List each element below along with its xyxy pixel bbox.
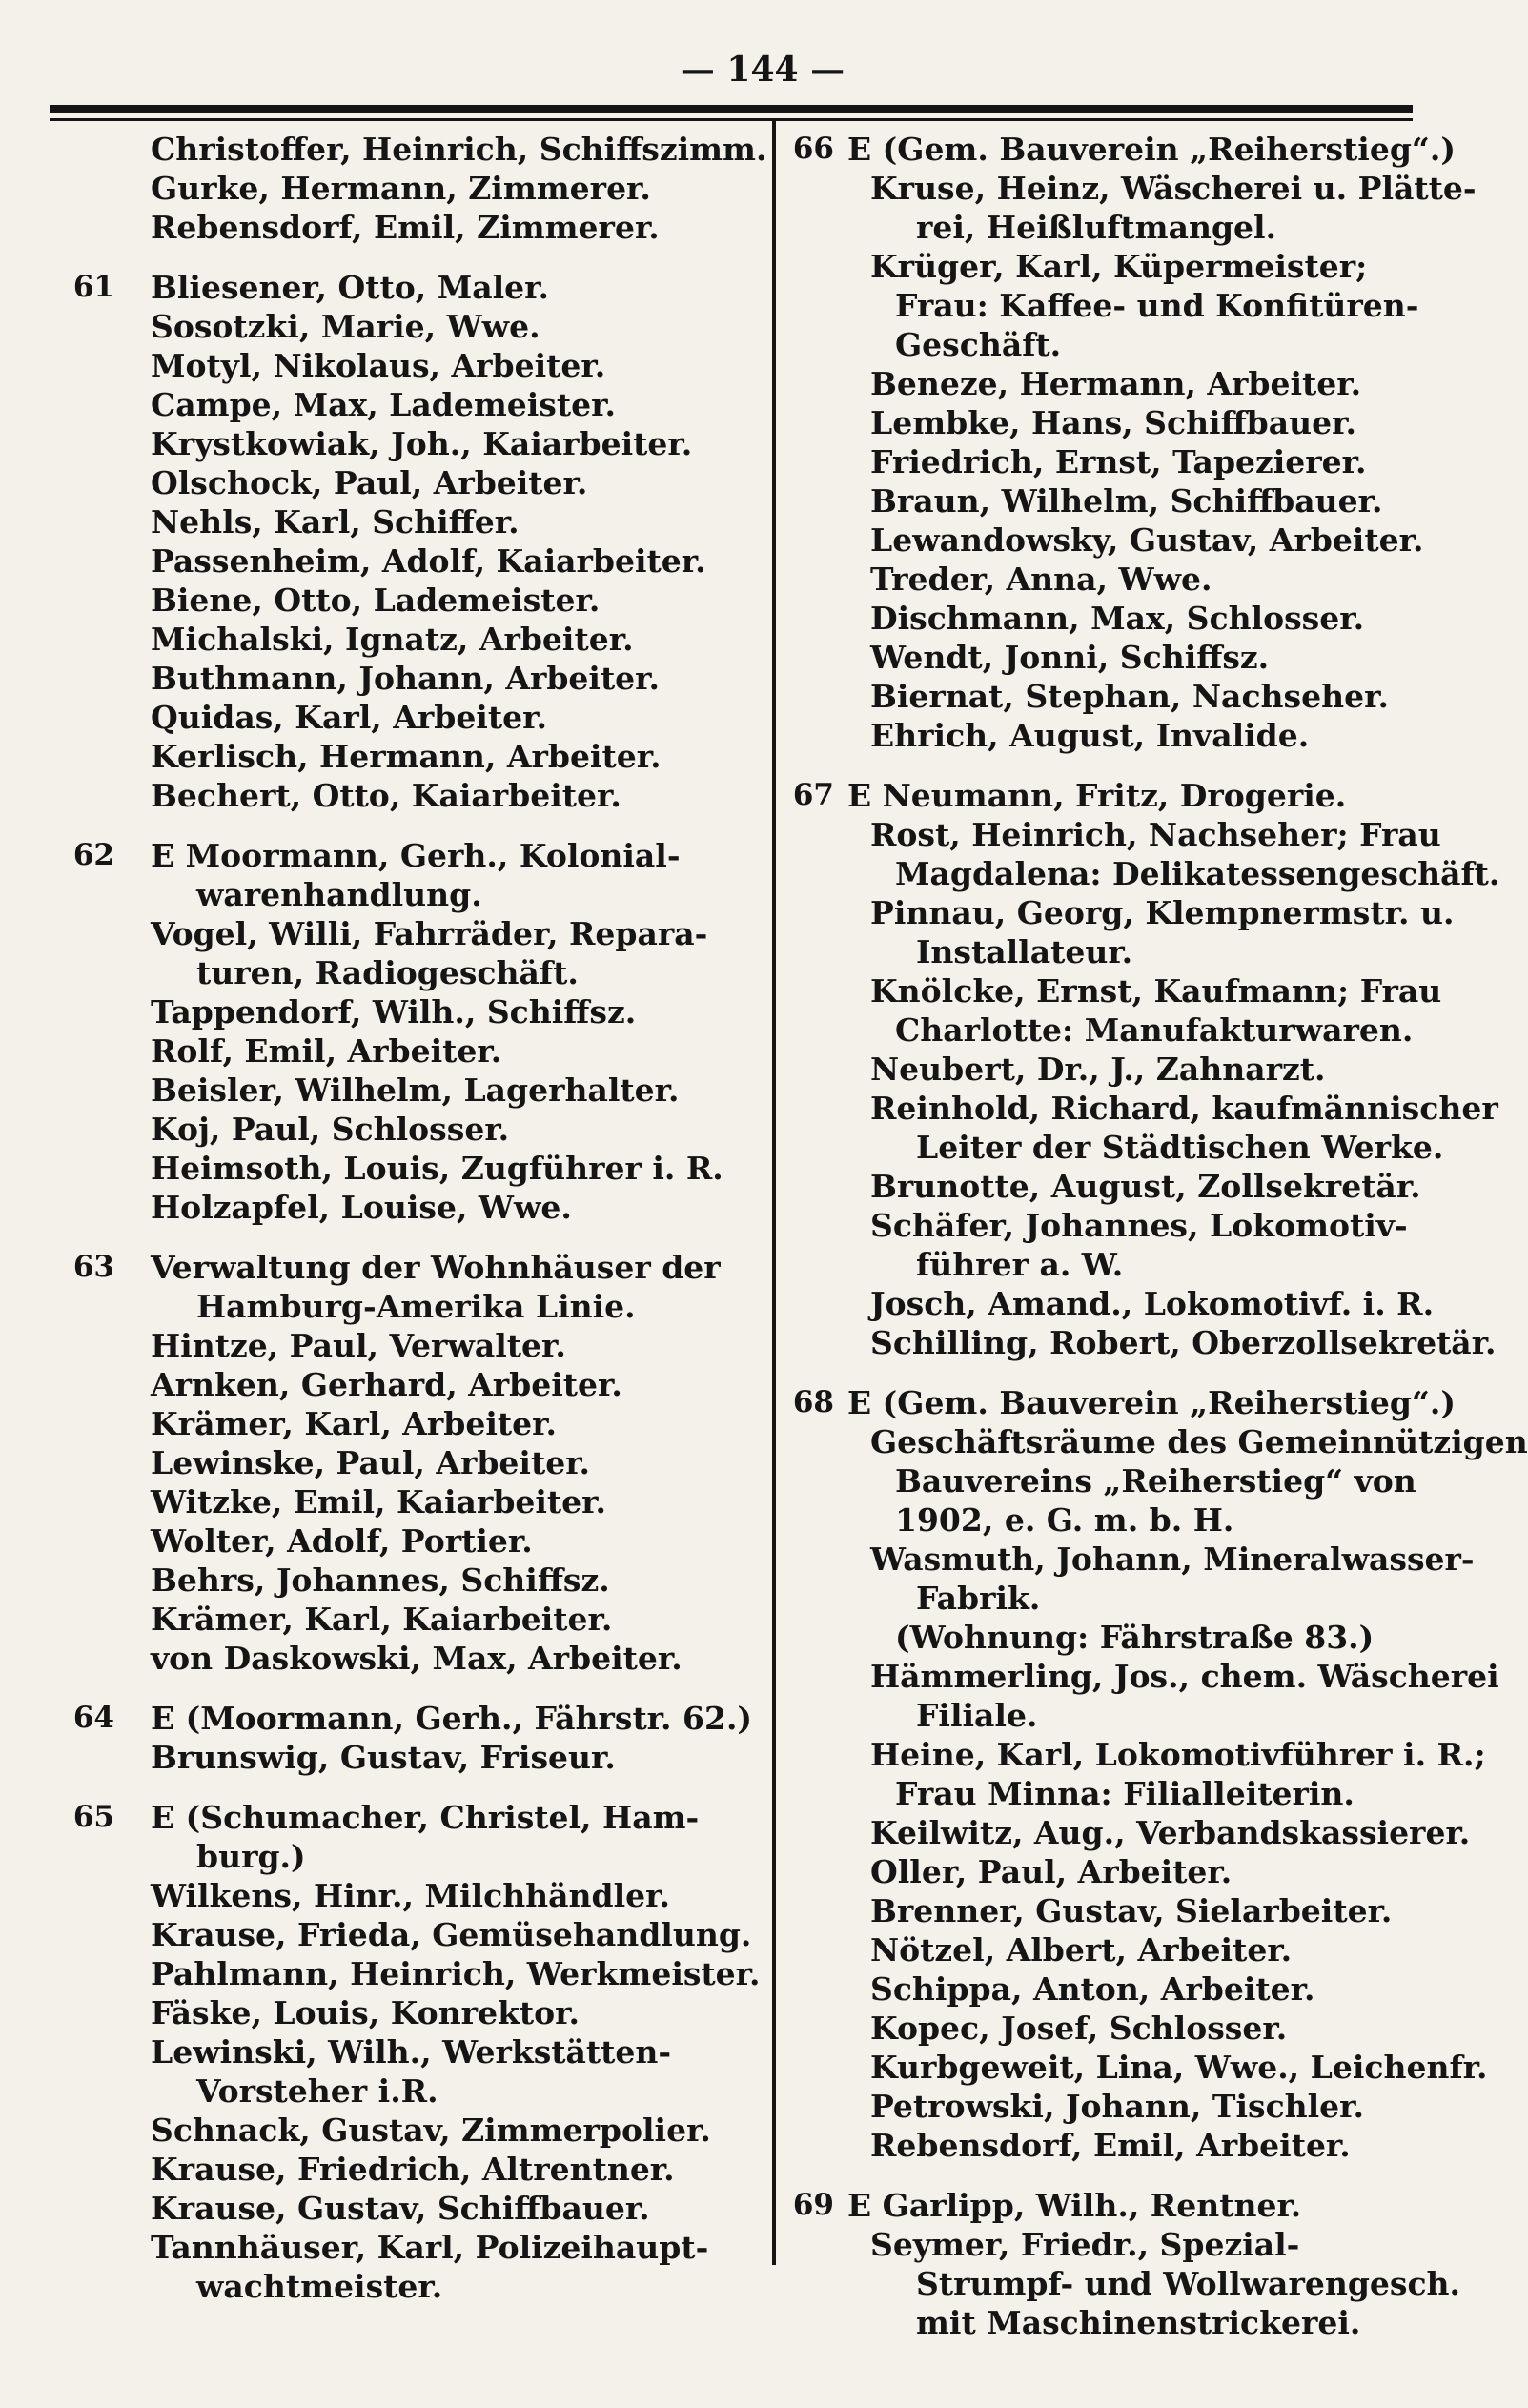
resident-entry: Heine, Karl, Lokomotivführer i. R.; [870, 1736, 1486, 1773]
resident-entry: Keilwitz, Aug., Verbandskassierer. [870, 1814, 1471, 1851]
house-entry-block [786, 130, 1477, 755]
resident-entry: Lewinski, Wilh., Werkstätten- [151, 2033, 672, 2071]
resident-entry: Rebensdorf, Emil, Zimmerer. [151, 209, 660, 246]
resident-entry: Pinnau, Georg, Klempnermstr. u. [870, 894, 1455, 931]
resident-entry: Schippa, Anton, Arbeiter. [870, 1970, 1315, 2008]
resident-entry: Geschäftsräume des Gemeinnützigen [870, 1423, 1528, 1460]
resident-entry: Buthmann, Johann, Arbeiter. [151, 660, 661, 697]
resident-entry: Lewinske, Paul, Arbeiter. [151, 1444, 591, 1481]
resident-entry: Sosotzki, Marie, Wwe. [151, 308, 540, 345]
house-entry-block [67, 268, 748, 815]
resident-entry: Dischmann, Max, Schlosser. [870, 600, 1365, 637]
resident-entry: Oller, Paul, Arbeiter. [870, 1853, 1233, 1890]
house-number: 66 [792, 132, 834, 166]
resident-entry: Lewandowsky, Gustav, Arbeiter. [870, 521, 1424, 559]
resident-entry: Rebensdorf, Emil, Arbeiter. [870, 2127, 1351, 2164]
resident-entry: Schilling, Robert, Oberzollsekretär. [870, 1324, 1497, 1361]
resident-entry: Brenner, Gustav, Sielarbeiter. [870, 1892, 1393, 1929]
house-entry-block [67, 1248, 748, 1678]
resident-entry: Brunswig, Gustav, Friseur. [151, 1739, 616, 1776]
house-number: 62 [72, 838, 114, 872]
entry-continuation: Leiter der Städtischen Werke. [916, 1129, 1444, 1166]
entry-continuation: Vorsteher i.R. [196, 2072, 438, 2110]
resident-entry: Olschock, Paul, Arbeiter. [151, 464, 588, 501]
resident-entry: Wasmuth, Johann, Mineralwasser- [870, 1541, 1475, 1578]
entry-continuation: Frau: Kaffee- und Konfitüren- [895, 287, 1419, 324]
entry-continuation: Hamburg-Amerika Linie. [196, 1288, 636, 1325]
owner-line: E (Gem. Bauverein „Reiherstieg“.) [847, 1384, 1456, 1421]
resident-entry: Biene, Otto, Lademeister. [151, 582, 601, 619]
house-number: 64 [72, 1701, 114, 1735]
resident-entry: Ehrich, August, Invalide. [870, 717, 1310, 754]
resident-entry: Lembke, Hans, Schiffbauer. [870, 404, 1356, 441]
resident-entry: Nehls, Karl, Schiffer. [151, 503, 520, 541]
resident-entry: Michalski, Ignatz, Arbeiter. [151, 621, 634, 658]
resident-entry: Krämer, Karl, Kaiarbeiter. [151, 1601, 613, 1638]
entry-continuation: warenhandlung. [196, 876, 482, 913]
house-number: 69 [792, 2188, 834, 2222]
resident-entry: Schnack, Gustav, Zimmerpolier. [151, 2112, 711, 2149]
owner-line: E Neumann, Fritz, Drogerie. [847, 777, 1347, 814]
owner-line: E Garlipp, Wilh., Rentner. [847, 2187, 1302, 2224]
resident-entry: Rost, Heinrich, Nachseher; Frau [870, 816, 1441, 853]
entry-continuation: wachtmeister. [196, 2268, 443, 2305]
house-entry-block [67, 836, 748, 1227]
resident-entry: Witzke, Emil, Kaiarbeiter. [151, 1483, 607, 1520]
resident-entry: Braun, Wilhelm, Schiffbauer. [870, 482, 1383, 520]
resident-entry: Quidas, Karl, Arbeiter. [151, 699, 547, 736]
resident-entry: Motyl, Nikolaus, Arbeiter. [151, 347, 606, 384]
entry-continuation: mit Maschinenstrickerei. [916, 2304, 1361, 2341]
house-number: 65 [72, 1800, 114, 1834]
page-number: — 144 — [680, 50, 845, 90]
resident-entry: Kopec, Josef, Schlosser. [870, 2010, 1288, 2047]
entry-continuation: Geschäft. [895, 326, 1062, 363]
house-number: 61 [72, 270, 114, 304]
resident-entry: Campe, Max, Lademeister. [151, 386, 616, 423]
house-number: 68 [792, 1385, 834, 1419]
resident-entry: Biernat, Stephan, Nachseher. [870, 678, 1389, 715]
resident-entry: Heimsoth, Louis, Zugführer i. R. [151, 1150, 723, 1187]
house-entry-block [67, 1798, 761, 2306]
resident-entry: Koj, Paul, Schlosser. [151, 1111, 510, 1148]
entry-continuation: rei, Heißluftmangel. [916, 209, 1277, 246]
house-entry-block [786, 2186, 1461, 2342]
resident-entry: Krause, Frieda, Gemüsehandlung. [151, 1916, 752, 1953]
column-divider [772, 120, 776, 2265]
resident-entry: Krüger, Karl, Küpermeister; [870, 248, 1368, 285]
resident-entry: Pahlmann, Heinrich, Werkmeister. [151, 1955, 761, 1992]
entry-continuation: Charlotte: Manufakturwaren. [895, 1011, 1414, 1049]
owner-line: E (Gem. Bauverein „Reiherstieg“.) [847, 131, 1456, 168]
resident-entry: Passenheim, Adolf, Kaiarbeiter. [151, 542, 706, 580]
house-number: 67 [792, 778, 834, 812]
resident-entry: Krystkowiak, Joh., Kaiarbeiter. [151, 425, 693, 462]
resident-entry: Krämer, Karl, Arbeiter. [151, 1405, 557, 1442]
resident-entry: Beneze, Hermann, Arbeiter. [870, 365, 1362, 402]
entry-continuation: turen, Radiogeschäft. [196, 954, 579, 991]
house-number: 63 [72, 1250, 114, 1284]
entry-continuation: (Wohnung: Fährstraße 83.) [895, 1619, 1375, 1656]
entry-continuation: Installateur. [916, 933, 1133, 970]
entry-continuation: Filiale. [916, 1697, 1038, 1734]
resident-entry: Brunotte, August, Zollsekretär. [870, 1168, 1421, 1205]
entry-continuation: Fabrik. [916, 1580, 1041, 1617]
resident-entry: Knölcke, Ernst, Kaufmann; Frau [870, 972, 1442, 1010]
house-entry-block [786, 776, 1500, 1362]
entry-continuation: burg.) [196, 1838, 306, 1875]
header-rule-thick [50, 105, 1413, 113]
resident-entry: Christoffer, Heinrich, Schiffszimm. [151, 131, 767, 168]
entry-continuation: Magdalena: Delikatessengeschäft. [895, 855, 1500, 892]
resident-entry: Kurbgeweit, Lina, Wwe., Leichenfr. [870, 2049, 1488, 2086]
resident-entry: E Moormann, Gerh., Kolonial- [151, 837, 681, 874]
entry-continuation: führer a. W. [916, 1246, 1124, 1283]
resident-entry: Bliesener, Otto, Maler. [151, 269, 549, 306]
resident-entry: Rolf, Emil, Arbeiter. [151, 1032, 502, 1070]
resident-entry: von Daskowski, Max, Arbeiter. [151, 1640, 683, 1677]
resident-entry: Tappendorf, Wilh., Schiffsz. [151, 993, 637, 1031]
house-entry-block [786, 1383, 1528, 2165]
resident-entry: Neubert, Dr., J., Zahnarzt. [870, 1051, 1326, 1088]
house-entry-block [67, 1699, 753, 1777]
resident-entry: Josch, Amand., Lokomotivf. i. R. [870, 1285, 1435, 1322]
left-column [67, 130, 767, 2327]
entry-continuation: Frau Minna: Filialleiterin. [895, 1775, 1355, 1812]
house-entry-block [67, 130, 767, 247]
resident-entry: Fäske, Louis, Konrektor. [151, 1994, 581, 2031]
resident-entry: Behrs, Johannes, Schiffsz. [151, 1561, 610, 1599]
resident-entry: Verwaltung der Wohnhäuser der [151, 1249, 721, 1286]
resident-entry: E (Schumacher, Christel, Ham- [151, 1799, 700, 1836]
resident-entry: Wendt, Jonni, Schiffsz. [870, 639, 1270, 676]
resident-entry: Reinhold, Richard, kaufmännischer [870, 1090, 1498, 1127]
resident-entry: Nötzel, Albert, Arbeiter. [870, 1931, 1293, 1969]
resident-entry: Arnken, Gerhard, Arbeiter. [151, 1366, 622, 1403]
entry-continuation: 1902, e. G. m. b. H. [895, 1501, 1234, 1539]
resident-entry: Hintze, Paul, Verwalter. [151, 1327, 566, 1364]
entry-continuation: Strumpf- und Wollwarengesch. [916, 2265, 1461, 2302]
resident-entry: Schäfer, Johannes, Lokomotiv- [870, 1207, 1408, 1244]
right-column [786, 130, 1528, 2363]
resident-entry: Seymer, Friedr., Spezial- [870, 2226, 1300, 2263]
resident-entry: Kruse, Heinz, Wäscherei u. Plätte- [870, 170, 1477, 207]
resident-entry: Krause, Friedrich, Altrentner. [151, 2151, 675, 2188]
resident-entry: Wolter, Adolf, Portier. [151, 1522, 533, 1560]
resident-entry: Beisler, Wilhelm, Lagerhalter. [151, 1071, 680, 1109]
resident-entry: Holzapfel, Louise, Wwe. [151, 1189, 572, 1226]
resident-entry: Friedrich, Ernst, Tapezierer. [870, 443, 1367, 480]
resident-entry: Vogel, Willi, Fahrräder, Repara- [151, 915, 708, 952]
resident-entry: Hämmerling, Jos., chem. Wäscherei [870, 1658, 1499, 1695]
resident-entry: Gurke, Hermann, Zimmerer. [151, 170, 651, 207]
header-rule-thin [50, 118, 1413, 121]
resident-entry: Bechert, Otto, Kaiarbeiter. [151, 777, 621, 814]
entry-continuation: Bauvereins „Reiherstieg“ von [895, 1462, 1416, 1500]
resident-entry: Krause, Gustav, Schiffbauer. [151, 2190, 650, 2227]
resident-entry: Wilkens, Hinr., Milchhändler. [151, 1877, 670, 1914]
resident-entry: Treder, Anna, Wwe. [870, 561, 1212, 598]
resident-entry: E (Moormann, Gerh., Fährstr. 62.) [151, 1700, 753, 1737]
resident-entry: Petrowski, Johann, Tischler. [870, 2088, 1365, 2125]
resident-entry: Kerlisch, Hermann, Arbeiter. [151, 738, 662, 775]
resident-entry: Tannhäuser, Karl, Polizeihaupt- [151, 2229, 709, 2266]
